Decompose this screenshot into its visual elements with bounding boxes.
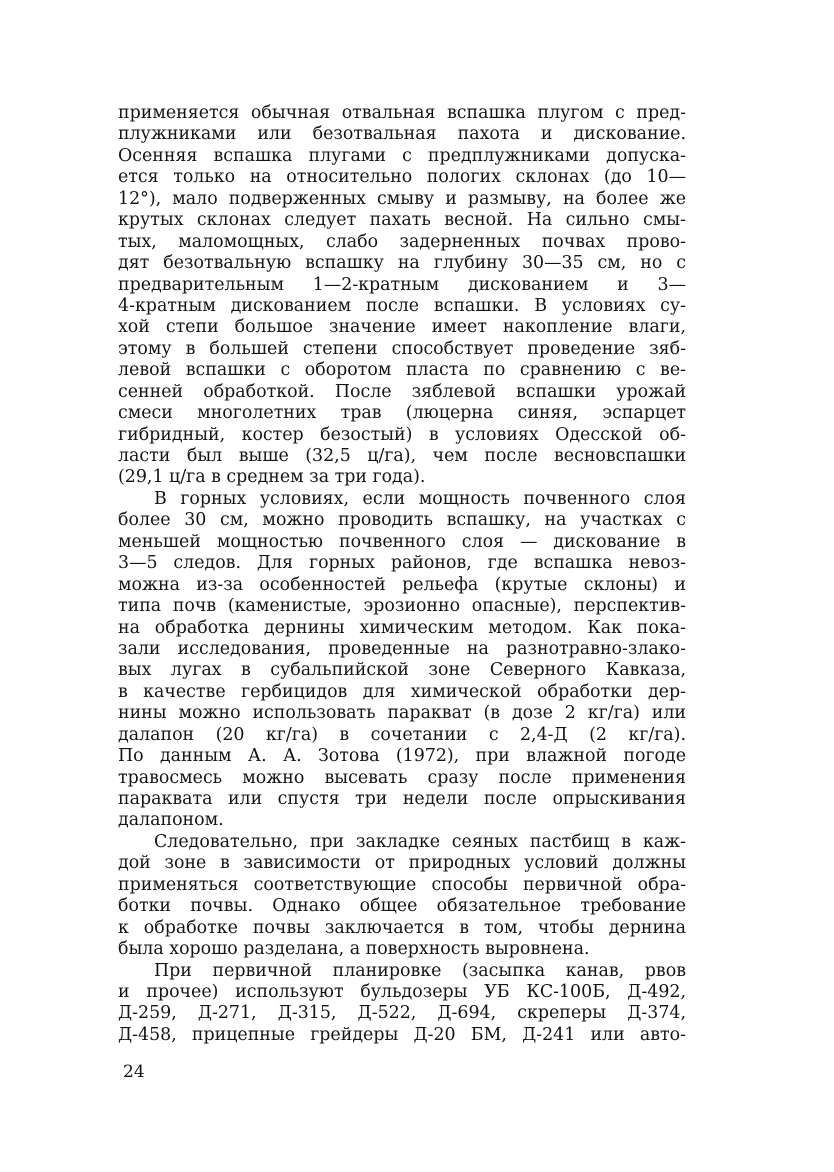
text-line: плужниками или безотвальная пахота и дискование. [118,124,686,145]
text-line: крутых склонах следует пахать весной. На сильно смы- [118,210,686,231]
text-line: левой вспашки с оборотом пласта по сравнению с ве- [118,360,686,381]
text-line: далапоном. [118,810,224,831]
text-line: предварительным 1—2-кратным дискованием и 3— [118,274,686,295]
text-line: далапон (20 кг/га) в сочетании с 2,4-Д (2 кг/га). [118,724,686,745]
text-line: тых, маломощных, слабо задерненных почвах прово- [118,231,686,252]
text-line: По данным А. А. Зотова (1972), при влажной погоде [118,746,686,767]
page-number: 24 [123,1062,145,1082]
text-line: на обработка дернины химическим методом. Как пока- [118,617,686,638]
text-line: этому в большей степени способствует проведение зяб- [118,338,686,359]
text-line: была хорошо разделана, а поверхность выровнена. [118,939,590,960]
text-line: дят безотвальную вспашку на глубину 30—35 см, но с [118,253,686,274]
text-line: применяться соответствующие способы первичной обра- [118,874,686,895]
text-line: травосмесь можно высевать сразу после применения [118,767,686,788]
text-line: Осенняя вспашка плугами с предплужниками допуска- [118,145,686,166]
text-line: дой зоне в зависимости от природных условий должны [118,853,686,874]
text-line: в качестве гербицидов для химической обработки дер- [118,681,686,702]
text-line: применяется обычная отвальная вспашка плугом с пред- [118,103,686,123]
text-line: к обработке почвы заключается в том, чтобы дернина [118,917,686,938]
text-line: более 30 см, можно проводить вспашку, на участках с [118,510,686,531]
text-line: меньшей мощностью почвенного слоя — дискование в [118,531,686,552]
text-line: 3—5 следов. Для горных районов, где вспашка невоз- [118,553,686,574]
text-line: Следовательно, при закладке сеяных пастбищ в каж- [154,831,686,852]
text-line: сенней обработкой. После зяблевой вспашки урожай [118,381,686,402]
text-line: и прочее) используют бульдозеры УБ КС-100Б, Д-492, [118,981,686,1002]
text-line: Д-458, прицепные грейдеры Д-20 БМ, Д-241 или авто- [118,1024,686,1045]
text-line: 4-кратным дискованием после вспашки. В условиях су- [118,295,686,316]
text-line: можна из-за особенностей рельефа (крутые склоны) и [118,574,686,595]
text-line: (29,1 ц/га в среднем за три года). [118,467,426,488]
text-line: При первичной планировке (засыпка канав, рвов [154,960,686,981]
text-line: вых лугах в субальпийской зоне Северного Кавказа, [118,660,686,681]
text-line: ласти был выше (32,5 ц/га), чем после весновспашки [118,446,686,466]
text-line: ботки почвы. Однако общее обязательное требование [118,896,686,917]
body-text [118,103,686,1046]
text-line: типа почв (каменистые, эрозионно опасные), перспектив- [118,596,686,617]
text-line: хой степи большое значение имеет накопление влаги, [118,317,686,338]
text-line: В горных условиях, если мощность почвенного слоя [154,488,686,509]
text-line: гибридный, костер безостый) в условиях Одесской об- [118,424,686,445]
text-line: нины можно использовать паракват (в дозе 2 кг/га) или [118,703,686,724]
text-line: параквата или спустя три недели после опрыскивания [118,789,686,809]
text-line: ется только на относительно пологих склонах (до 10— [118,167,686,188]
text-line: Д-259, Д-271, Д-315, Д-522, Д-694, скреперы Д-374, [118,1003,686,1024]
text-line: 12°), мало подверженных смыву и размыву, на более же [118,188,686,209]
text-line: зали исследования, проведенные на разнотравно-злако- [118,638,686,659]
text-line: смеси многолетних трав (люцерна синяя, эспарцет [118,403,686,424]
